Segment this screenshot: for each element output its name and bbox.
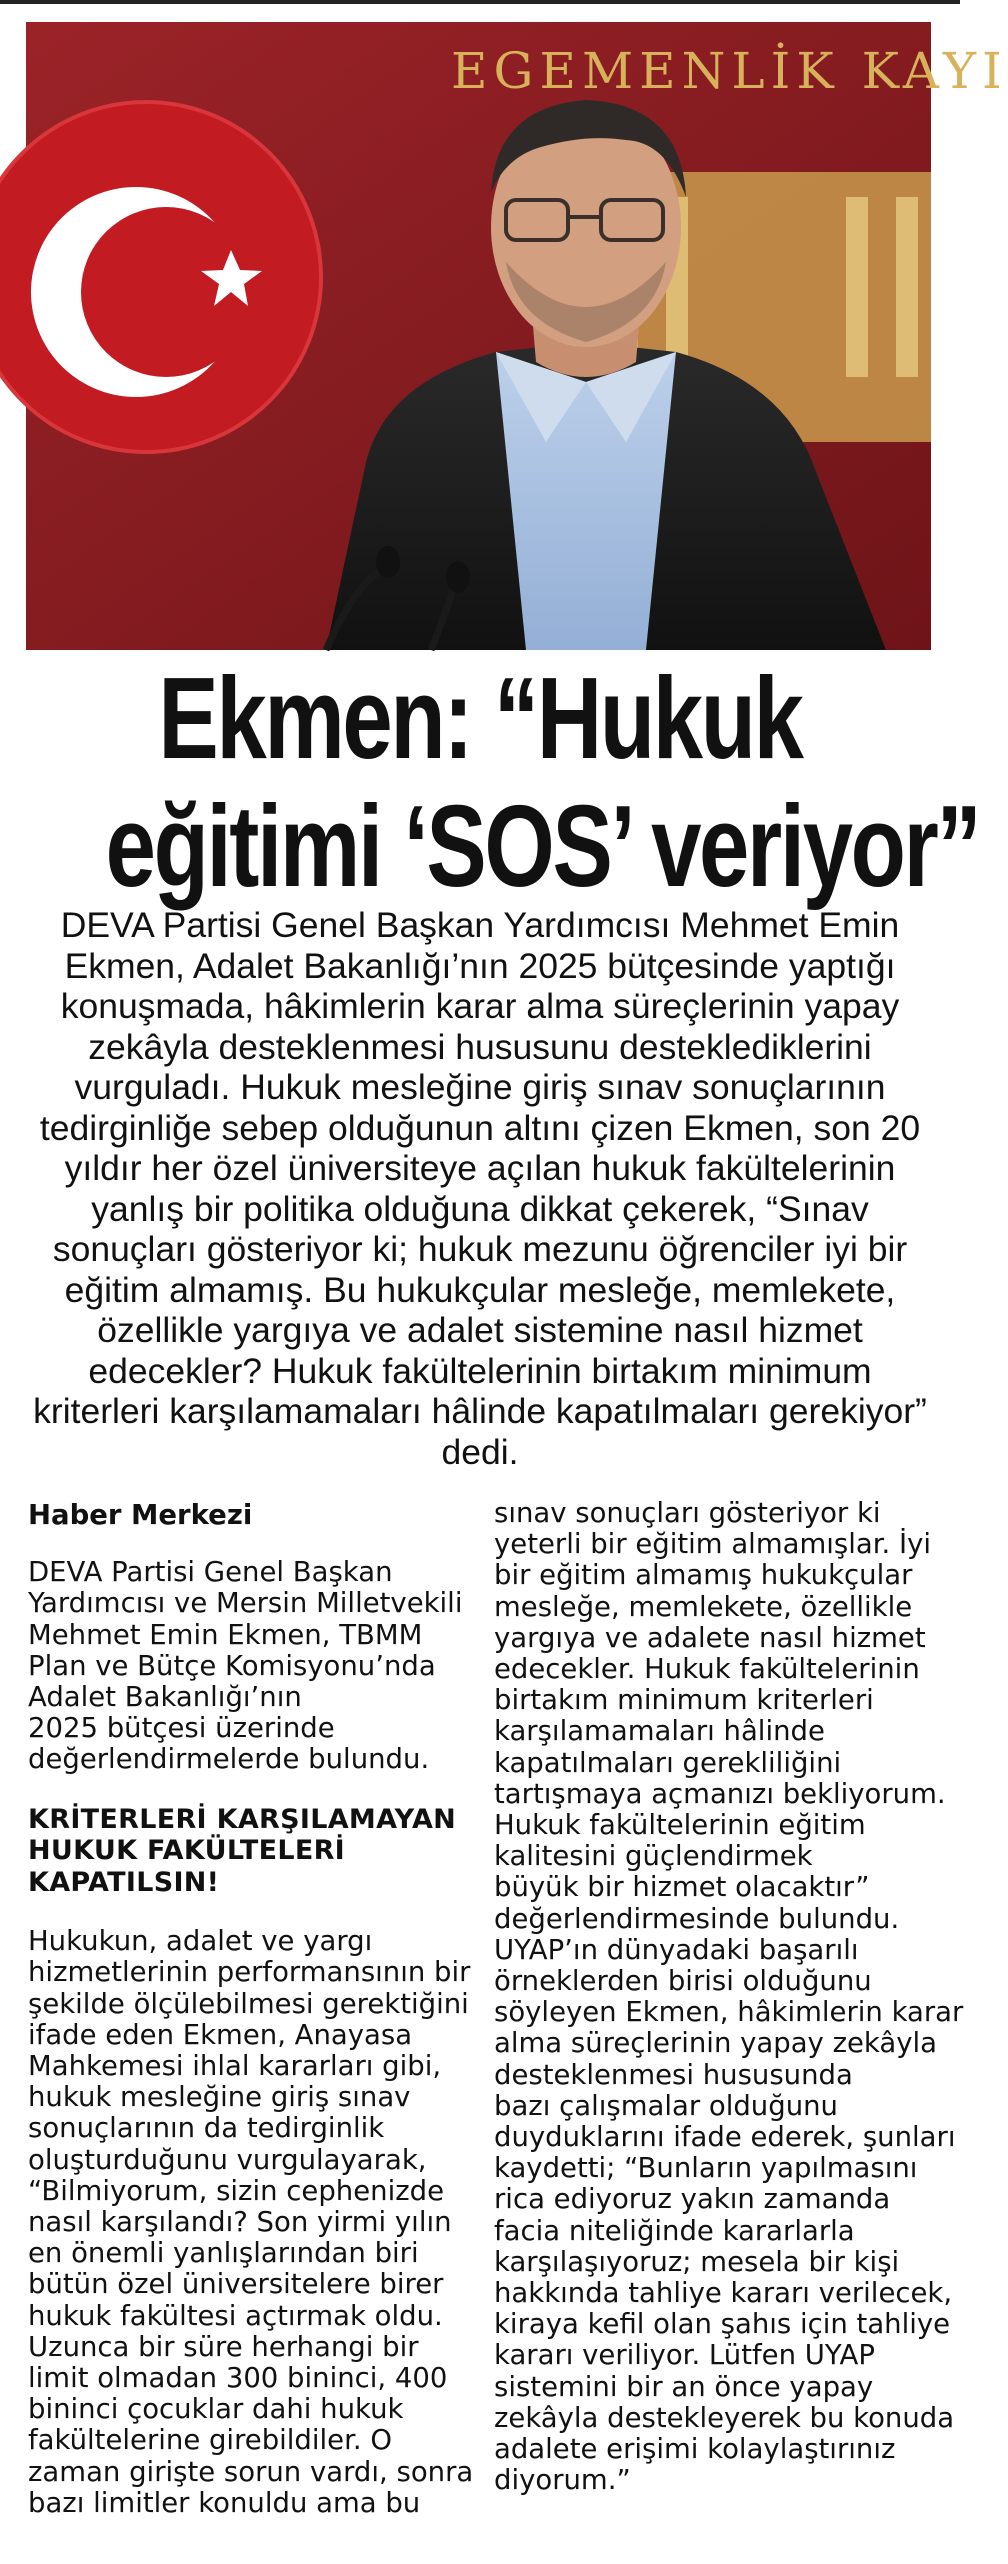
- column-left: [28, 1499, 474, 2519]
- body-line: edecekler. Hukuk fakültelerinin: [494, 1653, 920, 1686]
- body-line: hukuk mesleğine giriş sınav: [28, 2081, 411, 2114]
- body-line: alma süreçlerinin yapay zekâyla: [494, 2027, 937, 2060]
- body-line: yargıya ve adalete nasıl hizmet: [494, 1621, 926, 1654]
- body-line: fakültelerine girebildiler. O: [28, 2424, 392, 2457]
- body-line: hukuk fakültesi açtırmak oldu.: [28, 2299, 443, 2332]
- body-line: desteklenmesi hususunda: [494, 2058, 853, 2091]
- intro-line: DEVA Partisi Genel Başkan: [28, 1556, 393, 1589]
- headline: [0, 653, 980, 916]
- body-line: yeterli bir eğitim almamışlar. İyi: [494, 1528, 932, 1561]
- backdrop-text: EGEMENLİK KAYI: [451, 42, 1008, 100]
- body-line: sınav sonuçları gösteriyor ki: [494, 1497, 881, 1529]
- body-line: kiraya kefil olan şahıs için tahliye: [494, 2308, 951, 2341]
- body-line: en önemli yanlışlarından biri: [28, 2237, 419, 2270]
- body-line: ifade eden Ekmen, Anayasa: [28, 2018, 413, 2051]
- subheading-line: KAPATILSIN!: [28, 1866, 220, 1898]
- intro-line: Plan ve Bütçe Komisyonu’nda: [28, 1649, 436, 1682]
- body-line: büyük bir hizmet olacaktır”: [494, 1871, 870, 1904]
- body-line: bütün özel üniversitelere birer: [28, 2268, 444, 2301]
- top-rule: [0, 0, 960, 4]
- intro-line: Yardımcısı ve Mersin Milletvekili: [28, 1587, 463, 1620]
- body-line: nasıl karşılandı? Son yirmi yılın: [28, 2205, 452, 2238]
- body-line: Hukuk fakültelerinin eğitim: [494, 1809, 866, 1842]
- body-line: hizmetlerinin performansının bir: [28, 1956, 471, 1989]
- body-line: zekâyla destekleyerek bu konuda: [494, 2401, 955, 2434]
- body-line: örneklerden birisi olduğunu: [494, 1965, 872, 1998]
- body-line: diyorum.”: [494, 2464, 631, 2497]
- body-line: bininci çocuklar dahi hukuk: [28, 2393, 404, 2426]
- body-line: UYAP’ın dünyadaki başarılı: [494, 1933, 859, 1966]
- body-line: rica ediyoruz yakın zamanda: [494, 2183, 891, 2216]
- body-line: mesleğe, memlekete, özellikle: [494, 1590, 913, 1623]
- intro-line: Adalet Bakanlığı’nın: [28, 1681, 302, 1714]
- turkish-flag-icon: [0, 102, 321, 452]
- intro-line: Mehmet Emin Ekmen, TBMM: [28, 1618, 423, 1651]
- body-line: kapatılmaları gerekliliğini: [494, 1746, 842, 1779]
- subheading: [28, 1803, 457, 1899]
- body-line: kararı veriliyor. Lütfen UYAP: [494, 2339, 875, 2372]
- body-right: [494, 1497, 964, 2497]
- body-line: Hukukun, adalet ve yargı: [28, 1925, 373, 1958]
- body-line: adalete erişimi kolaylaştırınız: [494, 2433, 896, 2466]
- intro-paragraph: [28, 1556, 463, 1776]
- article-photo: [26, 22, 1008, 650]
- headline-line-1: Ekmen: “Hukuk: [158, 653, 802, 783]
- body-line: hakkında tahliye kararı verilecek,: [494, 2277, 953, 2310]
- body-line: sistemini bir an önce yapay: [494, 2370, 874, 2403]
- lead-paragraph: DEVA Partisi Genel Başkan Yardımcısı Mehmet Emin Ekmen, Adalet Bakanlığı’nın 2025 bütçesinde yaptığı konuşmada, hâkimlerin karar alma süreçlerinin yapay zekâyla desteklenmesi hususunu desteklediklerini vurguladı. Hukuk mesleğine giriş sınav sonuçlarının tedirginliğe sebep olduğunun altını çizen Ekmen, son 20 yıldır her özel üniversiteye açılan hukuk fakültelerinin yanlış bir politika olduğuna dikkat çekerek, “Sınav sonuçları gösteriyor ki; hukuk mezunu öğrenciler iyi bir eğitim almamış. Bu hukukçular mesleğe, memlekete, özellikle yargıya ve adalet sistemine nasıl hizmet edecekler? Hukuk fakültelerinin birtakım minimum kriterleri karşılamamaları hâlinde kapatılmaları gerekiyor” dedi.: [33, 905, 927, 1472]
- body-line: bazı limitler konuldu ama bu: [28, 2486, 421, 2519]
- body-line: facia niteliğinde kararlarla: [494, 2214, 855, 2247]
- body-line: bir eğitim almamış hukukçular: [494, 1559, 913, 1592]
- body-line: değerlendirmesinde bulundu.: [494, 1902, 900, 1935]
- body-line: zaman girişte sorun vardı, sonra: [28, 2455, 474, 2488]
- body-line: söyleyen Ekmen, hâkimlerin karar: [494, 1996, 964, 2029]
- subheading-line: HUKUK FAKÜLTELERİ: [28, 1835, 346, 1867]
- headline-line-2: eğitimi ‘SOS’ veriyor”: [105, 781, 980, 911]
- body-line: oluşturduğunu vurgulayarak,: [28, 2143, 427, 2176]
- subheading-line: KRİTERLERİ KARŞILAMAYAN: [28, 1803, 457, 1835]
- body-left: [28, 1925, 474, 2519]
- body-line: şekilde ölçülebilmesi gerektiğini: [28, 1987, 469, 2020]
- body-line: karşılaşıyoruz; mesela bir kişi: [494, 2245, 900, 2278]
- byline: Haber Merkezi: [28, 1499, 253, 1531]
- body-line: limit olmadan 300 bininci, 400: [28, 2361, 448, 2394]
- body-line: karşılamamaları hâlinde: [494, 1715, 825, 1748]
- body-line: tartışmaya açmanızı bekliyorum.: [494, 1777, 946, 1810]
- body-line: Uzunca bir süre herhangi bir: [28, 2330, 419, 2363]
- body-line: “Bilmiyorum, sizin cephenizde: [28, 2174, 445, 2207]
- intro-line: değerlendirmelerde bulundu.: [28, 1743, 430, 1776]
- body-line: bazı çalışmalar olduğunu: [494, 2089, 838, 2122]
- column-right: [494, 1497, 964, 2497]
- body-line: kalitesini güçlendirmek: [494, 1840, 813, 1873]
- body-line: duyduklarını ifade ederek, şunları: [494, 2121, 956, 2154]
- intro-line: 2025 bütçesi üzerinde: [28, 1712, 335, 1745]
- body-line: kaydetti; “Bunların yapılmasını: [494, 2152, 918, 2185]
- body-line: sonuçlarının da tedirginlik: [28, 2112, 385, 2145]
- body-line: Mahkemesi ihlal kararları gibi,: [28, 2049, 442, 2082]
- body-line: birtakım minimum kriterleri: [494, 1684, 874, 1717]
